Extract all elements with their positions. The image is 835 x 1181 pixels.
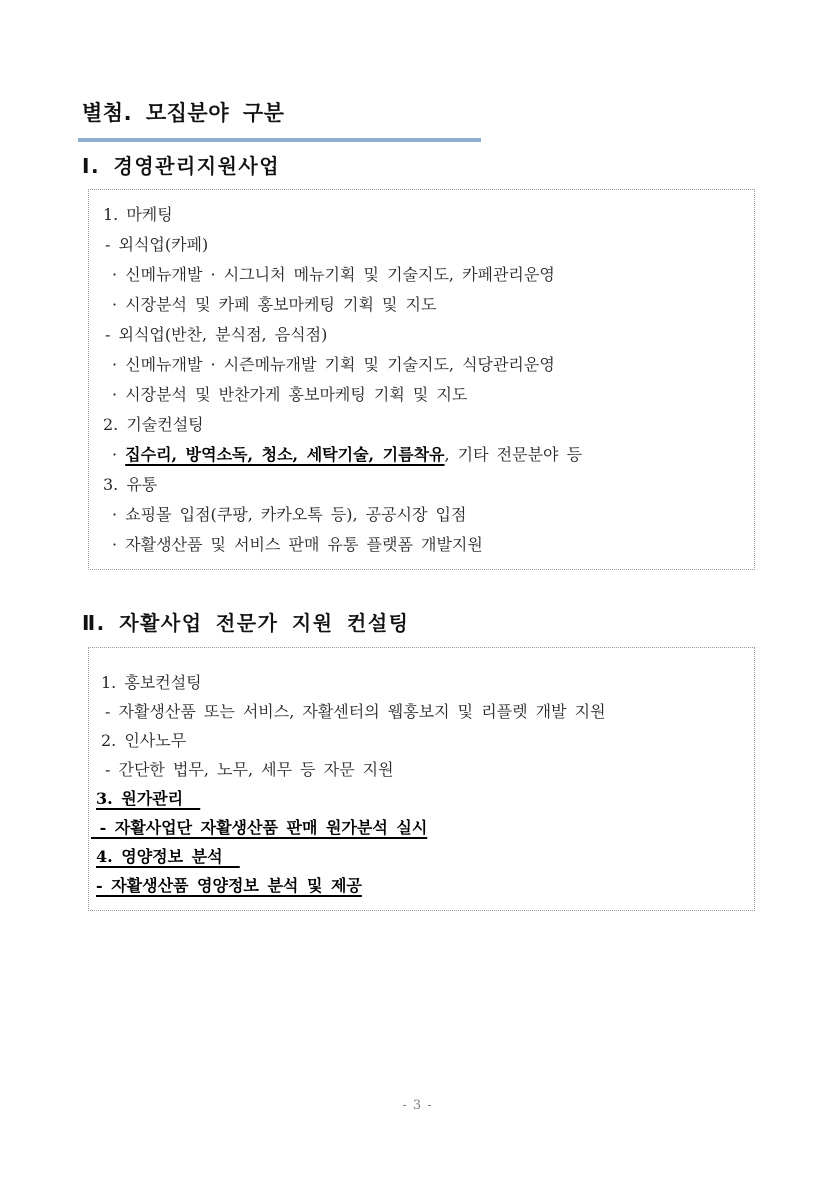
list-item: - 외식업(반찬, 분식점, 음식점) [105, 325, 328, 344]
list-item-emphasized [89, 440, 748, 470]
emphasized-text: 집수리, 방역소독, 청소, 세탁기술, 기름착유 [125, 445, 445, 464]
list-item: - 외식업(카페) [105, 235, 209, 254]
bullet-glyph: · [112, 445, 126, 464]
list-item: - 자활생산품 또는 서비스, 자활센터의 웹홍보지 및 리플렛 개발 지원 [105, 702, 606, 721]
list-item: · 자활생산품 및 서비스 판매 유통 플랫폼 개발지원 [112, 535, 483, 554]
list-item: 3. 유통 [103, 475, 158, 494]
list-item: · 신메뉴개발 · 시그니처 메뉴기획 및 기술지도, 카페관리운영 [112, 265, 555, 284]
list-item: 1. 마케팅 [103, 205, 173, 224]
list-item: - 간단한 법무, 노무, 세무 등 자문 지원 [105, 760, 394, 779]
list-item: 2. 인사노무 [101, 731, 187, 750]
list-item-emphasized: 3. 원가관리 [96, 789, 201, 808]
list-item-emphasized: - 자활생산품 영양정보 분석 및 제공 [96, 876, 362, 895]
plain-text: , 기타 전문분야 등 [444, 445, 583, 464]
list-item: · 시장분석 및 카페 홍보마케팅 기획 및 지도 [112, 295, 437, 314]
section1-box [88, 189, 755, 570]
list-item-emphasized: 4. 영양정보 분석 [96, 847, 240, 866]
section2-box [88, 647, 755, 911]
section1-heading: Ⅰ. 경영관리지원사업 [82, 154, 281, 178]
list-item: · 신메뉴개발 · 시즌메뉴개발 기획 및 기술지도, 식당관리운영 [112, 355, 555, 374]
page-number: - 3 - [402, 1098, 433, 1113]
title-underline-bar [78, 138, 481, 142]
section2-heading: Ⅱ. 자활사업 전문가 지원 컨설팅 [82, 611, 410, 635]
page-title: 별첨. 모집분야 구분 [82, 101, 285, 125]
list-item-emphasized: - 자활사업단 자활생산품 판매 원가분석 실시 [91, 818, 428, 837]
list-item: 1. 홍보컨설팅 [101, 673, 202, 692]
list-item: 2. 기술컨설팅 [103, 415, 204, 434]
list-item: · 시장분석 및 반찬가게 홍보마케팅 기획 및 지도 [112, 385, 468, 404]
list-item: · 쇼핑몰 입점(쿠팡, 카카오톡 등), 공공시장 입점 [112, 505, 467, 524]
